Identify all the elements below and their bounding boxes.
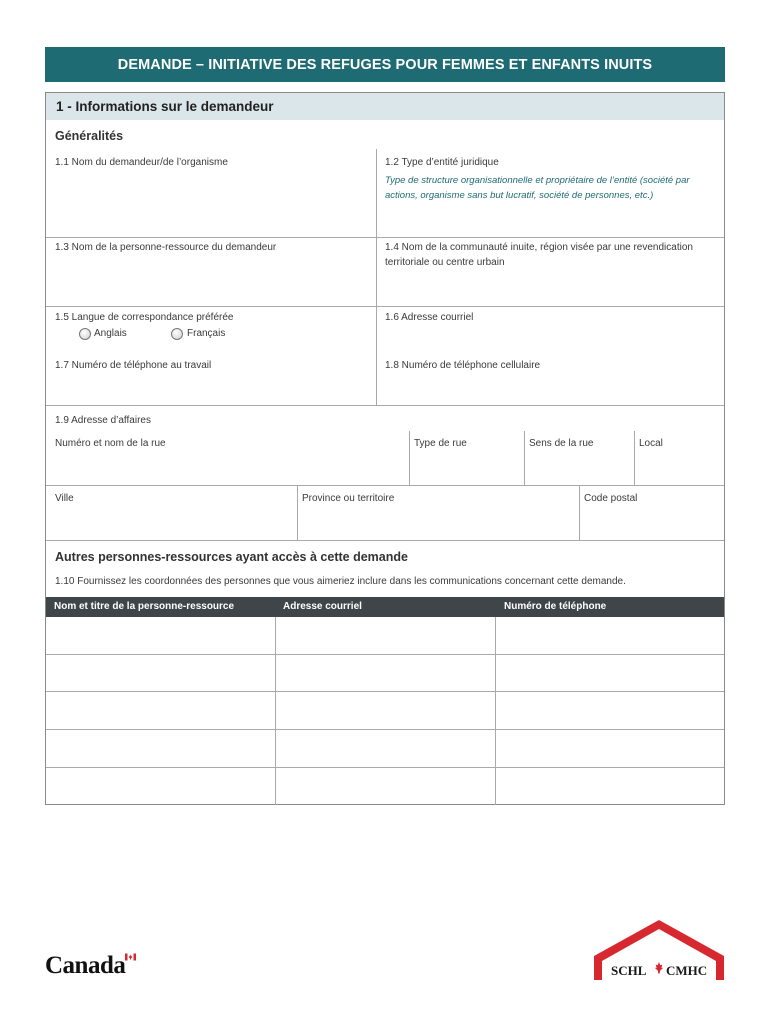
legal-entity-hint: Type de structure organisationnelle et propriétaire de l’entité (société par actions, organisme sans but lucratif, société de personnes, etc.) [385,175,690,201]
unit-input[interactable] [639,453,719,481]
label-business-address: 1.9 Adresse d’affaires [55,415,151,426]
cell-phone-input[interactable] [385,375,715,399]
street-direction-input[interactable] [529,453,629,481]
label-unit: Local [639,438,663,449]
divider [46,237,724,238]
column-header-name: Nom et titre de la personne-ressource [54,601,235,612]
form-title: DEMANDE – INITIATIVE DES REFUGES POUR FEMMES ET ENFANTS INUITS [117,56,653,73]
applicant-name-input[interactable] [55,173,365,233]
divider [579,485,580,540]
divider [524,431,525,485]
divider [46,691,724,692]
contact-row1-phone[interactable] [501,623,719,649]
divider [46,306,724,307]
contact-row4-name[interactable] [52,735,270,761]
label-province: Province ou territoire [302,493,395,504]
divider [46,485,724,486]
logo-text-cmhc: CMHC [666,963,708,978]
label-english: Anglais [94,328,127,339]
contacts-table-header [46,597,724,617]
divider [46,654,724,655]
label-city: Ville [55,493,74,504]
section-heading: 1 - Informations sur le demandeur [46,93,724,120]
canada-wordmark: Canada [45,952,126,979]
contact-row1-name[interactable] [52,623,270,649]
contacts-heading: Autres personnes-ressources ayant accès à cette demande [55,550,408,564]
schl-cmhc-logo [592,918,726,980]
logo-text-schl: SCHL [611,963,647,978]
province-input[interactable] [302,509,572,537]
divider [46,405,724,406]
label-applicant-name: 1.1 Nom du demandeur/de l’organisme [55,157,228,168]
divider [275,617,276,805]
label-french: Français [187,328,226,339]
contacts-instruction: 1.10 Fournissez les coordonnées des personnes que vous aimeriez inclure dans les communications concernant cette demande. [55,576,626,587]
contact-name-input[interactable] [55,259,365,299]
divider [376,149,377,237]
contact-row2-email[interactable] [281,660,491,686]
label-email: 1.6 Adresse courriel [385,312,474,323]
label-contact-name: 1.3 Nom de la personne-ressource du demandeur [55,242,277,253]
divider [46,540,724,541]
city-input[interactable] [55,509,290,537]
divider [634,431,635,485]
contact-row5-email[interactable] [281,773,491,799]
street-input[interactable] [55,453,400,481]
contact-row3-name[interactable] [52,697,270,723]
radio-english[interactable] [79,328,91,340]
community-input[interactable] [385,273,715,301]
label-community: 1.4 Nom de la communauté inuite, région visée par une revendication territoriale ou centre urbain [385,242,693,268]
label-street: Numéro et nom de la rue [55,438,166,449]
contact-row5-phone[interactable] [501,773,719,799]
maple-leaf-icon [655,962,664,974]
column-header-phone: Numéro de téléphone [504,601,607,612]
contact-row3-phone[interactable] [501,697,719,723]
divider [495,617,496,805]
divider [297,485,298,540]
label-work-phone: 1.7 Numéro de téléphone au travail [55,360,212,371]
street-type-input[interactable] [414,453,519,481]
radio-french[interactable] [171,328,183,340]
label-language: 1.5 Langue de correspondance préférée [55,312,234,323]
divider [409,431,410,485]
divider [46,767,724,768]
contact-row2-name[interactable] [52,660,270,686]
label-street-direction: Sens de la rue [529,438,594,449]
canada-flag-icon [125,953,136,961]
contact-row5-name[interactable] [52,773,270,799]
work-phone-input[interactable] [55,375,365,399]
email-input[interactable] [385,327,715,351]
postal-code-input[interactable] [584,509,719,537]
contact-row4-phone[interactable] [501,735,719,761]
general-subheading: Généralités [55,129,124,143]
applicant-form [45,92,725,805]
label-postal-code: Code postal [584,493,638,504]
divider [376,237,377,405]
contact-row4-email[interactable] [281,735,491,761]
label-legal-entity: 1.2 Type d’entité juridique [385,157,499,168]
column-header-email: Adresse courriel [283,601,362,612]
label-street-type: Type de rue [414,438,467,449]
contact-row3-email[interactable] [281,697,491,723]
contact-row1-email[interactable] [281,623,491,649]
form-title-banner [45,47,725,82]
legal-entity-input[interactable] [385,205,715,233]
contact-row2-phone[interactable] [501,660,719,686]
label-cell-phone: 1.8 Numéro de téléphone cellulaire [385,360,541,371]
divider [46,729,724,730]
